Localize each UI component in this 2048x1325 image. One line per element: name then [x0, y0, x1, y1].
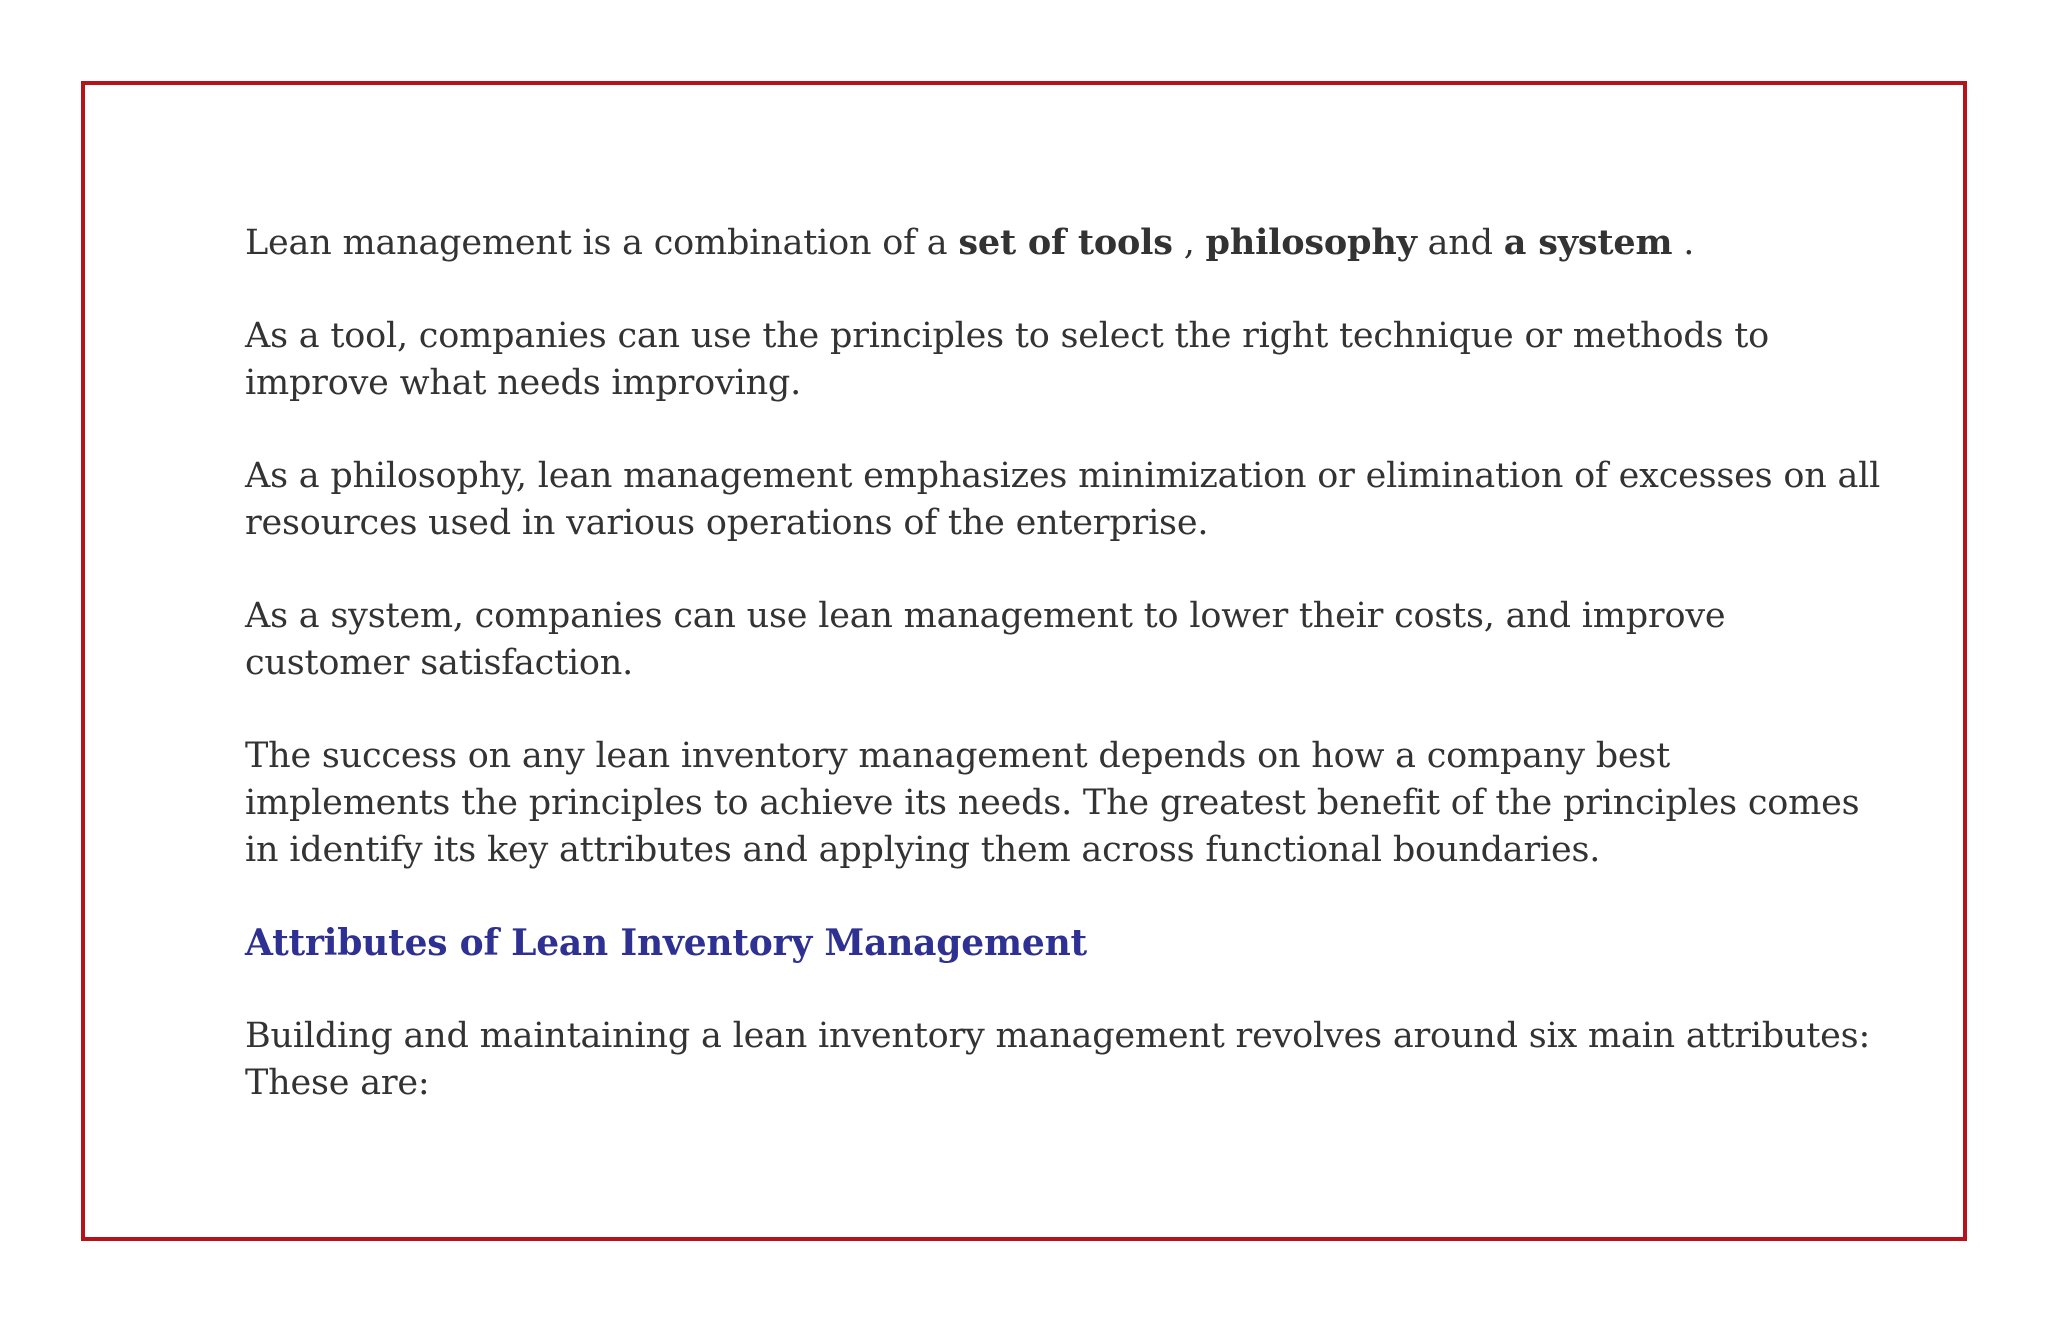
- intro-end: .: [1672, 223, 1695, 263]
- bold-set-of-tools: set of tools: [958, 222, 1173, 263]
- content-frame: [81, 81, 1967, 1241]
- paragraph-tool: As a tool, companies can use the principles to select the right technique or methods to improve what needs improving.: [245, 316, 1769, 403]
- section-heading: Attributes of Lean Inventory Management: [245, 922, 1087, 964]
- article-body: [245, 219, 1885, 1153]
- intro-paragraph: [245, 219, 1885, 267]
- section-body: Building and maintaining a lean inventory management revolves around six main attributes: These are:: [245, 1016, 1871, 1103]
- paragraph-system: As a system, companies can use lean management to lower their costs, and improve customer satisfaction.: [245, 596, 1726, 683]
- paragraph-success: The success on any lean inventory management depends on how a company best implements the principles to achieve its needs. The greatest benefit of the principles comes in identify its key attributes and applying them across functional boundaries.: [245, 736, 1860, 870]
- bold-a-system: a system: [1503, 222, 1673, 263]
- bold-philosophy: philosophy: [1205, 222, 1417, 263]
- paragraph-philosophy: As a philosophy, lean management emphasizes minimization or elimination of excesses on all resources used in various operations of the enterprise.: [245, 456, 1881, 543]
- intro-text: Lean management is a combination of a: [245, 223, 959, 263]
- intro-separator: and: [1416, 223, 1504, 263]
- intro-separator: ,: [1172, 223, 1206, 263]
